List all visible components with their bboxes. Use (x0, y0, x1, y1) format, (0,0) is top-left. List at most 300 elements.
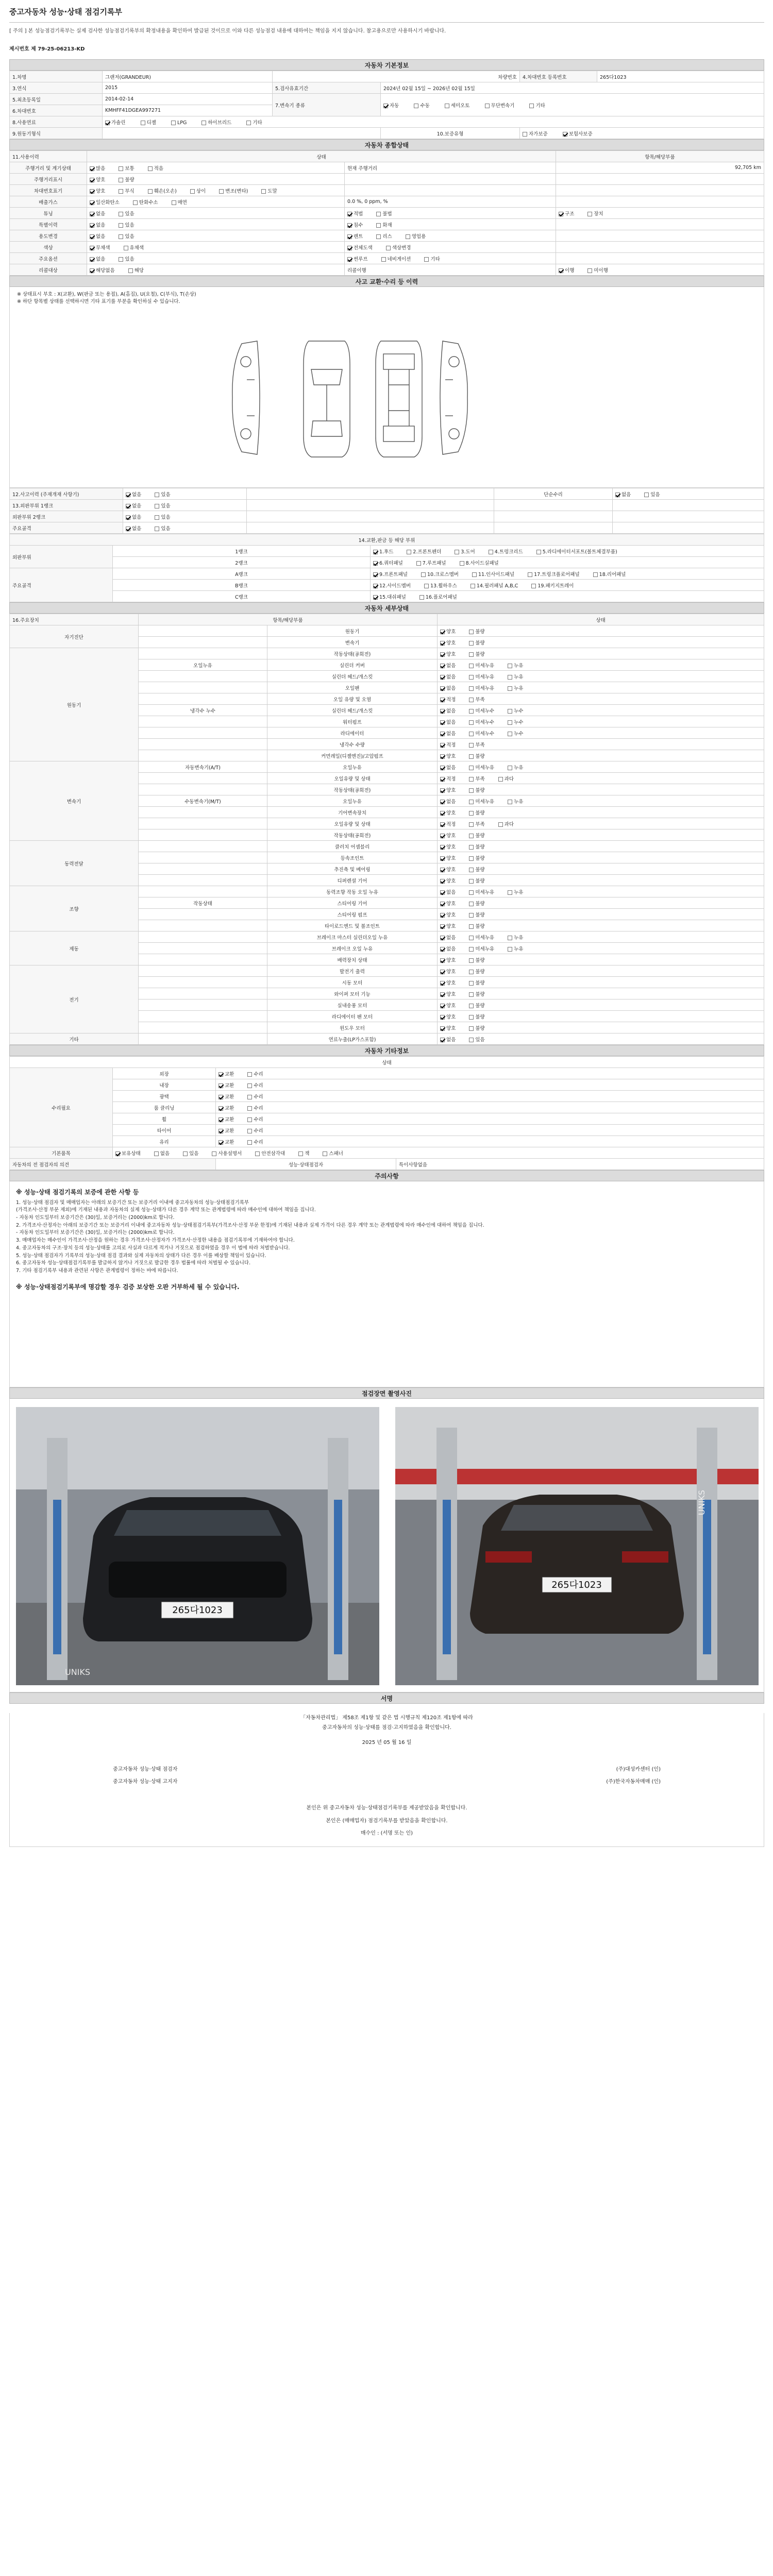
checkbox-icon[interactable] (469, 1026, 474, 1031)
option (373, 559, 403, 566)
checkbox-checked-icon[interactable] (373, 572, 378, 577)
detail-state (438, 795, 764, 807)
checkbox-icon[interactable] (247, 1140, 252, 1145)
detail-state (438, 852, 764, 863)
checkbox-checked-icon[interactable] (126, 504, 130, 509)
checkbox-icon[interactable] (469, 868, 474, 872)
checkbox-checked-icon[interactable] (383, 104, 388, 108)
checkbox-icon[interactable] (469, 698, 474, 702)
checkbox-checked-icon[interactable] (219, 1106, 223, 1111)
checkbox-checked-icon[interactable] (90, 257, 94, 262)
option-label: 양호 (446, 855, 456, 861)
checkbox-checked-icon[interactable] (615, 493, 620, 497)
extra-row (10, 1113, 764, 1125)
rank-row (10, 591, 764, 602)
detail-header (10, 614, 764, 625)
accident-row-state (123, 511, 247, 522)
checkbox-checked-icon[interactable] (90, 212, 94, 216)
overall-row-state (87, 230, 345, 242)
option (247, 1104, 263, 1111)
checkbox-icon[interactable] (154, 1151, 159, 1156)
checkbox-icon[interactable] (508, 675, 512, 680)
checkbox-icon[interactable] (119, 234, 123, 239)
option (119, 187, 134, 194)
checkbox-icon[interactable] (141, 121, 145, 125)
photo-plate-front: 265다1023 (172, 1605, 223, 1616)
overall-row-state (87, 253, 345, 264)
checkbox-icon[interactable] (469, 992, 474, 997)
checkbox-checked-icon[interactable] (347, 234, 352, 239)
overall-row-label: 특별이력 (10, 219, 87, 230)
checkbox-icon[interactable] (219, 189, 224, 194)
overall-row (10, 162, 764, 174)
checkbox-icon[interactable] (406, 234, 410, 239)
detail-sub-label: 자동변속기(A/T) (139, 761, 267, 773)
option-label: 불량 (475, 810, 485, 816)
checkbox-icon[interactable] (424, 257, 429, 262)
overall-row-value (556, 174, 764, 185)
option (148, 187, 177, 194)
option-label: 양호 (446, 844, 456, 850)
checkbox-checked-icon[interactable] (440, 1004, 445, 1008)
checkbox-checked-icon[interactable] (373, 561, 378, 566)
option (119, 232, 134, 240)
option (559, 210, 574, 217)
checkbox-icon[interactable] (470, 584, 475, 588)
checkbox-icon[interactable] (148, 166, 153, 171)
checkbox-icon[interactable] (171, 121, 176, 125)
checkbox-checked-icon[interactable] (440, 720, 445, 725)
overall-row-state (87, 196, 345, 208)
checkbox-icon[interactable] (128, 268, 133, 273)
option-label: 교환 (225, 1094, 234, 1100)
checkbox-icon[interactable] (469, 720, 474, 725)
option (469, 934, 494, 941)
checkbox-checked-icon[interactable] (440, 811, 445, 816)
checkbox-icon[interactable] (469, 913, 474, 918)
checkbox-icon[interactable] (531, 584, 536, 588)
checkbox-icon[interactable] (469, 686, 474, 691)
checkbox-icon[interactable] (469, 981, 474, 986)
checkbox-checked-icon[interactable] (440, 822, 445, 827)
detail-state (438, 648, 764, 659)
checkbox-icon[interactable] (469, 652, 474, 657)
option-label: 수리 (254, 1094, 263, 1100)
checkbox-icon[interactable] (523, 132, 527, 137)
option-label: 없음 (446, 1037, 456, 1043)
option-label: 훼손(오손) (154, 188, 177, 194)
checkbox-icon[interactable] (133, 200, 138, 205)
checkbox-icon[interactable] (587, 268, 592, 273)
checkbox-icon[interactable] (508, 686, 512, 691)
checkbox-checked-icon[interactable] (219, 1083, 223, 1088)
checkbox-icon[interactable] (469, 1015, 474, 1020)
checkbox-checked-icon[interactable] (440, 868, 445, 872)
checkbox-icon[interactable] (469, 879, 474, 884)
option-label: 있음 (161, 492, 171, 498)
checkbox-icon[interactable] (508, 720, 512, 725)
option-label: 없음 (446, 731, 456, 737)
checkbox-icon[interactable] (536, 550, 541, 554)
option (128, 266, 144, 274)
checkbox-icon[interactable] (508, 800, 512, 804)
checkbox-icon[interactable] (508, 936, 512, 940)
checkbox-icon[interactable] (469, 811, 474, 816)
checkbox-checked-icon[interactable] (559, 212, 563, 216)
checkbox-checked-icon[interactable] (347, 212, 352, 216)
checkbox-icon[interactable] (323, 1151, 327, 1156)
checkbox-icon[interactable] (124, 246, 128, 250)
checkbox-checked-icon[interactable] (440, 879, 445, 884)
checkbox-icon[interactable] (119, 166, 123, 171)
overall-row (10, 174, 764, 185)
checkbox-checked-icon[interactable] (440, 1015, 445, 1020)
checkbox-icon[interactable] (407, 550, 411, 554)
checkbox-icon[interactable] (247, 1106, 252, 1111)
option (155, 490, 170, 498)
checkbox-checked-icon[interactable] (440, 1026, 445, 1031)
checkbox-checked-icon[interactable] (440, 913, 445, 918)
checkbox-checked-icon[interactable] (219, 1095, 223, 1099)
checkbox-checked-icon[interactable] (440, 743, 445, 748)
rank-table (9, 534, 764, 602)
checkbox-checked-icon[interactable] (440, 992, 445, 997)
checkbox-icon[interactable] (414, 104, 418, 108)
option (119, 164, 134, 172)
option (421, 570, 459, 578)
checkbox-icon[interactable] (381, 257, 386, 262)
detail-state (438, 716, 764, 727)
checkbox-checked-icon[interactable] (90, 200, 94, 205)
detail-sub-label (139, 988, 267, 999)
checkbox-checked-icon[interactable] (440, 958, 445, 963)
checkbox-icon[interactable] (376, 234, 381, 239)
checkbox-icon[interactable] (529, 104, 534, 108)
checkbox-checked-icon[interactable] (115, 1151, 120, 1156)
checkbox-checked-icon[interactable] (90, 223, 94, 228)
checkbox-icon[interactable] (508, 766, 512, 770)
extra-row (10, 1091, 764, 1102)
accident-row-label: 외판부위 2랭크 (10, 511, 123, 522)
year-label: 3.연식 (10, 82, 103, 94)
checkbox-icon[interactable] (469, 709, 474, 714)
checkbox-icon[interactable] (489, 550, 493, 554)
detail-item-label: 오일 유량 및 오염 (267, 693, 438, 705)
checkbox-checked-icon[interactable] (126, 527, 130, 531)
checkbox-icon[interactable] (469, 958, 474, 963)
checkbox-checked-icon[interactable] (563, 132, 567, 137)
checkbox-checked-icon[interactable] (440, 924, 445, 929)
checkbox-icon[interactable] (155, 527, 159, 531)
option-label: 양호 (446, 1025, 456, 1031)
checkbox-icon[interactable] (469, 902, 474, 906)
checkbox-icon[interactable] (593, 572, 598, 577)
checkbox-icon[interactable] (119, 257, 123, 262)
checkbox-checked-icon[interactable] (105, 121, 110, 125)
checkbox-icon[interactable] (119, 212, 123, 216)
checkbox-icon[interactable] (416, 561, 421, 566)
checkbox-icon[interactable] (485, 104, 490, 108)
option (469, 628, 484, 635)
option (469, 775, 484, 782)
checkbox-icon[interactable] (469, 788, 474, 793)
checkbox-icon[interactable] (445, 104, 449, 108)
detail-group-label: 동력전달 (10, 841, 139, 886)
checkbox-icon[interactable] (419, 595, 424, 600)
checkbox-icon[interactable] (119, 178, 123, 182)
overall-row-state (87, 174, 345, 185)
checkbox-checked-icon[interactable] (219, 1072, 223, 1077)
rank-title: 14.교환,판금 등 해당 부위 (10, 534, 764, 546)
checkbox-checked-icon[interactable] (440, 1038, 445, 1042)
checkbox-icon[interactable] (498, 777, 503, 782)
opt-label: 수동 (420, 103, 430, 109)
option-label: 보유상태 (122, 1150, 141, 1157)
checkbox-checked-icon[interactable] (373, 595, 378, 600)
checkbox-icon[interactable] (508, 664, 512, 668)
checkbox-checked-icon[interactable] (90, 178, 94, 182)
checkbox-icon[interactable] (469, 732, 474, 736)
checkbox-checked-icon[interactable] (440, 686, 445, 691)
detail-item-label: 실린더 헤드/개스킷 (267, 671, 438, 682)
checkbox-icon[interactable] (460, 561, 464, 566)
checkbox-icon[interactable] (469, 1038, 474, 1042)
overall-row-label: 주행거리 및 계기상태 (10, 162, 87, 174)
detail-sub-label (139, 999, 267, 1011)
option (373, 548, 393, 555)
checkbox-checked-icon[interactable] (440, 766, 445, 770)
option-label: 없음 (96, 211, 106, 217)
checkbox-checked-icon[interactable] (373, 550, 378, 554)
option-label: 없음 (96, 233, 106, 240)
detail-item-label: 연료누출(LP가스포함) (267, 1033, 438, 1045)
checkbox-icon[interactable] (246, 121, 251, 125)
checkbox-checked-icon[interactable] (440, 652, 445, 657)
option-label: 침수 (354, 222, 363, 228)
checkbox-icon[interactable] (469, 1004, 474, 1008)
checkbox-icon[interactable] (183, 1151, 188, 1156)
option (531, 582, 574, 589)
checkbox-icon[interactable] (212, 1151, 216, 1156)
checkbox-checked-icon[interactable] (90, 246, 94, 250)
checkbox-icon[interactable] (469, 834, 474, 838)
checkbox-icon[interactable] (469, 641, 474, 646)
checkbox-checked-icon[interactable] (440, 641, 445, 646)
checkbox-checked-icon[interactable] (440, 630, 445, 634)
checkbox-checked-icon[interactable] (440, 732, 445, 736)
checkbox-checked-icon[interactable] (347, 223, 352, 228)
checkbox-icon[interactable] (469, 845, 474, 850)
option (440, 662, 456, 669)
checkbox-icon[interactable] (247, 1072, 252, 1077)
checkbox-checked-icon[interactable] (440, 754, 445, 759)
checkbox-icon[interactable] (376, 223, 381, 228)
checkbox-checked-icon[interactable] (440, 947, 445, 952)
option (469, 1036, 484, 1043)
checkbox-icon[interactable] (644, 493, 649, 497)
detail-item-label: 라디에이터 팬 모터 (267, 1011, 438, 1022)
checkbox-icon[interactable] (201, 121, 206, 125)
option-label: 1.후드 (379, 549, 394, 555)
checkbox-icon[interactable] (155, 515, 159, 520)
option-label: 이행 (565, 267, 575, 274)
overall-row-label: 색상 (10, 242, 87, 253)
option (219, 1127, 234, 1134)
checkbox-icon[interactable] (172, 200, 176, 205)
checkbox-icon[interactable] (469, 630, 474, 634)
detail-item-label: 커먼레일(디젤엔진)/고압펌프 (267, 750, 438, 761)
checkbox-icon[interactable] (119, 223, 123, 228)
caution-lines (16, 1199, 758, 1275)
checkbox-checked-icon[interactable] (440, 936, 445, 940)
opt-label: 기타 (253, 120, 262, 126)
opt-label: 세미오토 (450, 103, 470, 109)
checkbox-icon[interactable] (469, 947, 474, 952)
checkbox-checked-icon[interactable] (90, 166, 94, 171)
checkbox-icon[interactable] (469, 924, 474, 929)
checkbox-icon[interactable] (247, 1095, 252, 1099)
option-label: 없음 (132, 503, 142, 509)
checkbox-icon[interactable] (261, 189, 266, 194)
detail-state (438, 954, 764, 965)
checkbox-icon[interactable] (469, 800, 474, 804)
accident-row-state (123, 500, 247, 511)
option (469, 956, 484, 963)
checkbox-checked-icon[interactable] (440, 970, 445, 974)
detail-state (438, 637, 764, 648)
checkbox-icon[interactable] (469, 822, 474, 827)
checkbox-checked-icon[interactable] (440, 902, 445, 906)
checkbox-icon[interactable] (119, 189, 123, 194)
checkbox-icon[interactable] (421, 572, 426, 577)
checkbox-icon[interactable] (247, 1129, 252, 1133)
checkbox-icon[interactable] (469, 664, 474, 668)
option (440, 956, 456, 963)
checkbox-checked-icon[interactable] (126, 493, 130, 497)
checkbox-checked-icon[interactable] (440, 664, 445, 668)
checkbox-checked-icon[interactable] (373, 584, 378, 588)
checkbox-icon[interactable] (386, 246, 391, 250)
option (373, 570, 408, 578)
overall-row-value (556, 208, 764, 219)
checkbox-icon[interactable] (255, 1151, 260, 1156)
checkbox-icon[interactable] (587, 212, 592, 216)
checkbox-checked-icon[interactable] (440, 709, 445, 714)
checkbox-checked-icon[interactable] (126, 515, 130, 520)
checkbox-checked-icon[interactable] (440, 834, 445, 838)
checkbox-icon[interactable] (472, 572, 477, 577)
checkbox-icon[interactable] (148, 189, 153, 194)
checkbox-icon[interactable] (469, 766, 474, 770)
checkbox-checked-icon[interactable] (347, 257, 352, 262)
opt-label: LPG (177, 120, 187, 126)
checkbox-checked-icon[interactable] (440, 788, 445, 793)
option (440, 696, 456, 703)
checkbox-checked-icon[interactable] (440, 777, 445, 782)
confirm-line-2: 본인은 (매매업자) 점검기록부를 받았음을 확인합니다. (326, 1818, 448, 1824)
option (440, 922, 456, 929)
checkbox-checked-icon[interactable] (440, 856, 445, 861)
checkbox-checked-icon[interactable] (440, 675, 445, 680)
checkbox-icon[interactable] (508, 947, 512, 952)
option-label: 불량 (475, 1014, 485, 1020)
checkbox-icon[interactable] (498, 822, 503, 827)
checkbox-checked-icon[interactable] (440, 981, 445, 986)
checkbox-checked-icon[interactable] (219, 1117, 223, 1122)
option (219, 1138, 234, 1145)
checkbox-icon[interactable] (528, 572, 532, 577)
checkbox-checked-icon[interactable] (347, 246, 352, 250)
checkbox-icon[interactable] (469, 675, 474, 680)
extra-row (10, 1068, 764, 1079)
checkbox-icon[interactable] (469, 936, 474, 940)
checkbox-icon[interactable] (469, 856, 474, 861)
fuel-label: 8.사용연료 (10, 116, 103, 128)
option-label: 사용설명서 (218, 1150, 242, 1157)
rank-label: 1랭크 (113, 546, 371, 557)
checkbox-checked-icon[interactable] (440, 845, 445, 850)
checkbox-icon[interactable] (508, 709, 512, 714)
option (469, 911, 484, 918)
caution-line: 4. 중고자동차의 구조·장치 등의 성능·상태를 고의로 사실과 다르게 적거나 거짓으로 점검하였을 경우 이 법에 따라 처벌받습니다. (16, 1245, 290, 1251)
checkbox-icon[interactable] (469, 743, 474, 748)
checkbox-icon[interactable] (376, 212, 381, 216)
checkbox-checked-icon[interactable] (219, 1129, 223, 1133)
checkbox-icon[interactable] (508, 732, 512, 736)
buyer-sign[interactable]: 매수인 : (서명 또는 인) (360, 1831, 413, 1836)
detail-state (438, 965, 764, 977)
option (219, 1081, 234, 1089)
checkbox-icon[interactable] (469, 970, 474, 974)
option-label: 수리 (254, 1105, 263, 1111)
checkbox-icon[interactable] (469, 890, 474, 895)
detail-state (438, 897, 764, 909)
checkbox-icon[interactable] (469, 777, 474, 782)
option-label: 미세누수 (475, 708, 495, 714)
detail-item-label: 브레이크 오일 누유 (267, 943, 438, 954)
checkbox-icon[interactable] (424, 584, 429, 588)
checkbox-icon[interactable] (508, 890, 512, 895)
option (498, 820, 514, 827)
extra-item-label: 타이어 (113, 1125, 216, 1136)
option (440, 968, 456, 975)
checkbox-checked-icon[interactable] (90, 234, 94, 239)
checkbox-icon[interactable] (469, 754, 474, 759)
checkbox-checked-icon[interactable] (90, 268, 94, 273)
option-label: 없음 (446, 799, 456, 805)
checkbox-icon[interactable] (455, 550, 459, 554)
option-label: 없음 (446, 946, 456, 952)
accident-row-right-state (613, 500, 764, 511)
checkbox-icon[interactable] (190, 189, 195, 194)
checkbox-checked-icon[interactable] (559, 268, 563, 273)
checkbox-checked-icon[interactable] (440, 800, 445, 804)
option-label: 양호 (446, 923, 456, 929)
checkbox-checked-icon[interactable] (440, 890, 445, 895)
section-basic-info: 자동차 기본정보 (9, 59, 764, 71)
checkbox-icon[interactable] (155, 493, 159, 497)
checkbox-icon[interactable] (247, 1083, 252, 1088)
option-label: 없음 (96, 256, 106, 262)
checkbox-checked-icon[interactable] (90, 189, 94, 194)
option (469, 990, 484, 997)
legend-note: ※ 하단 항목별 상태를 선택하시면 기타 표기를 부분을 확인하실 수 있습니다. (17, 299, 180, 305)
checkbox-icon[interactable] (298, 1151, 303, 1156)
checkbox-checked-icon[interactable] (440, 698, 445, 702)
checkbox-icon[interactable] (247, 1117, 252, 1122)
checkbox-checked-icon[interactable] (219, 1140, 223, 1145)
checkbox-icon[interactable] (155, 504, 159, 509)
